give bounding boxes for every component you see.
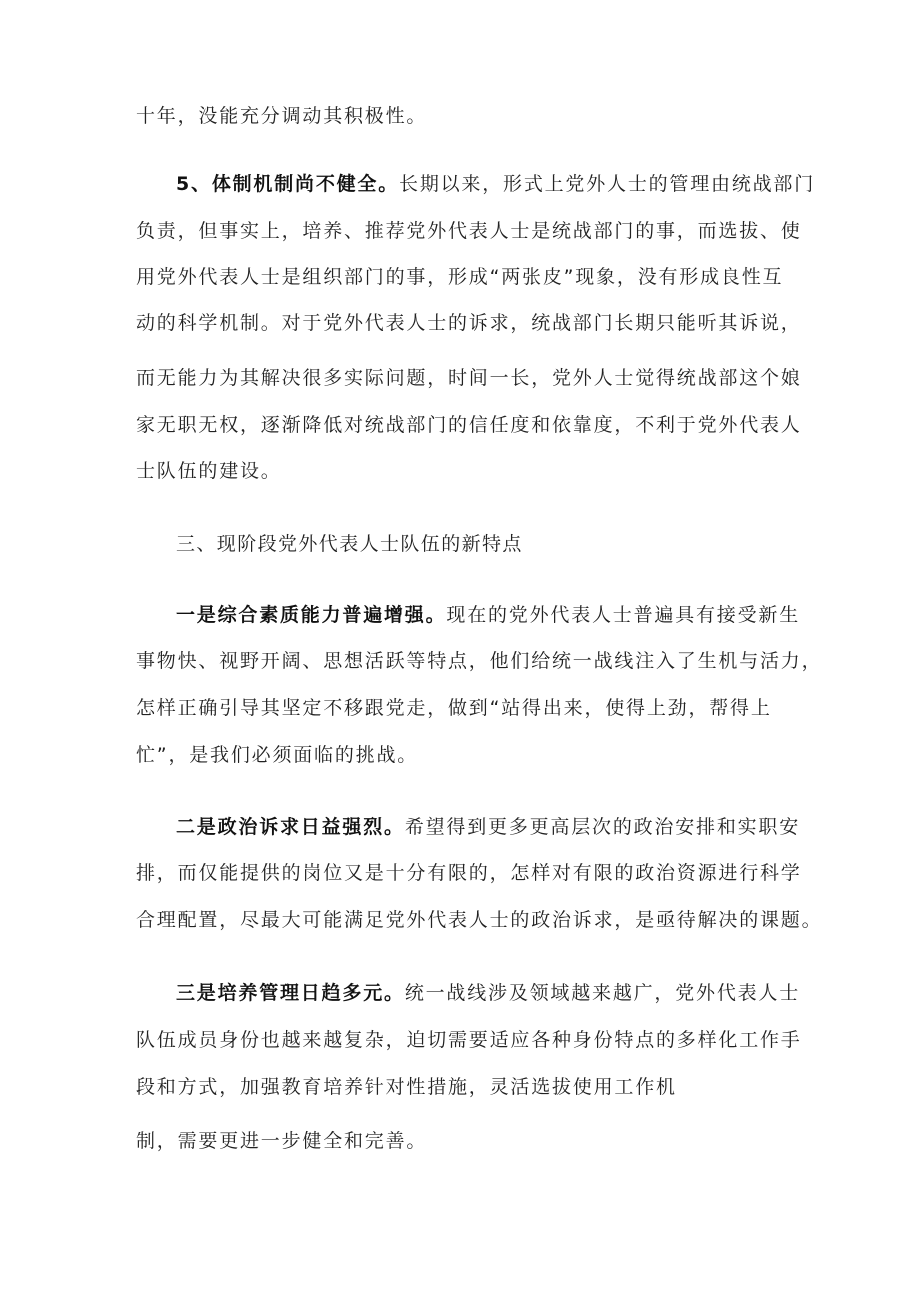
paragraph-1-heading: 一是综合素质能力普遍增强。	[176, 604, 447, 626]
paragraph-1-first-line	[176, 603, 800, 627]
paragraph-2-first-line	[176, 815, 800, 839]
paragraph-line: 忙”，是我们必须面临的挑战。	[136, 744, 419, 766]
paragraph-line: 排，而仅能提供的岗位又是十分有限的，怎样对有限的政治资源进行科学	[136, 862, 802, 884]
paragraph-3-text: 统一战线涉及领域越来越广，党外代表人士	[404, 982, 801, 1004]
paragraph-line: 事物快、视野开阔、思想活跃等特点，他们给统一战线注入了生机与活力，	[136, 650, 823, 672]
section-heading: 三、现阶段党外代表人士队伍的新特点	[176, 533, 523, 555]
paragraph-line: 动的科学机制。对于党外代表人士的诉求，统战部门长期只能听其诉说，	[136, 312, 802, 334]
paragraph-5-first-line	[176, 172, 815, 196]
paragraph-5-text: 长期以来，形式上党外人士的管理由统战部门	[399, 173, 816, 195]
item-number: 5、	[176, 173, 212, 195]
paragraph-line: 十年，没能充分调动其积极性。	[136, 105, 428, 127]
paragraph-line: 而无能力为其解决很多实际问题，时间一长，党外人士觉得统战部这个娘	[136, 367, 802, 389]
paragraph-2-text: 希望得到更多更高层次的政治安排和实职安	[404, 816, 801, 838]
paragraph-2-heading: 二是政治诉求日益强烈。	[176, 816, 405, 838]
paragraph-line: 队伍成员身份也越来越复杂，迫切需要适应各种身份特点的多样化工作手	[136, 1029, 802, 1051]
paragraph-3-heading: 三是培养管理日趋多元。	[176, 982, 405, 1004]
paragraph-line: 段和方式，加强教育培养针对性措施，灵活选拔使用工作机	[136, 1076, 677, 1098]
paragraph-line: 合理配置，尽最大可能满足党外代表人士的政治诉求，是亟待解决的课题。	[136, 909, 823, 931]
paragraph-line: 制，需要更进一步健全和完善。	[136, 1130, 428, 1152]
paragraph-5-heading: 体制机制尚不健全。	[211, 173, 400, 195]
paragraph-line: 用党外代表人士是组织部门的事，形成“两张皮”现象，没有形成良性互	[136, 266, 784, 288]
paragraph-line: 家无职无权，逐渐降低对统战部门的信任度和依靠度，不利于党外代表人	[136, 414, 802, 436]
paragraph-3-first-line	[176, 981, 800, 1005]
paragraph-line: 士队伍的建设。	[136, 460, 282, 482]
paragraph-line: 怎样正确引导其坚定不移跟党走，做到“站得出来，使得上劲，帮得上	[136, 697, 772, 719]
paragraph-line: 负责，但事实上，培养、推荐党外代表人士是统战部门的事，而选拔、使	[136, 220, 802, 242]
paragraph-1-text: 现在的党外代表人士普遍具有接受新生	[446, 604, 801, 626]
